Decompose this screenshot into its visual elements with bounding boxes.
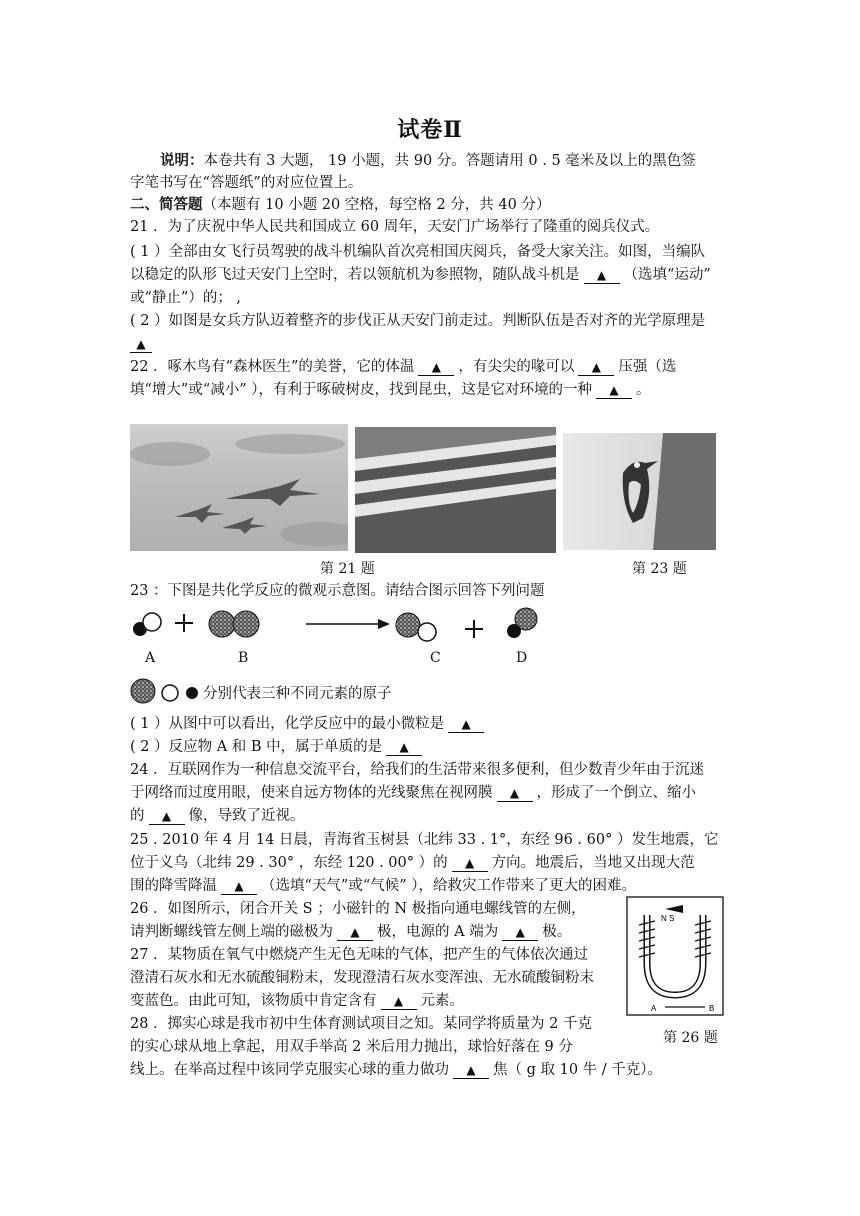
q25-line-1: 25 . 2010 年 4 月 14 日晨，青海省玉树县（北纬 33 . 1°，东经 96 . 60° ）发生地震，它 xyxy=(130,832,719,848)
caption-q26: 第 26 题 xyxy=(663,1030,718,1046)
q21-p1-line-d: 或“静止”）的； , xyxy=(130,290,242,306)
speckled-atom-icon xyxy=(131,679,155,703)
section-heading xyxy=(130,194,550,216)
q21-p1-option: （选填“运动” xyxy=(623,267,711,283)
q24-text-c: 的 xyxy=(130,808,145,824)
woodpecker-photo xyxy=(563,433,716,550)
q26-line-1: 26 ．如图所示，闭合开关 S ；小磁针的 N 极指向通电螺线管的左侧， xyxy=(130,901,586,917)
terminal-a-label: A xyxy=(651,1004,657,1013)
marching-soldiers-icon xyxy=(355,427,556,553)
q23-p2 xyxy=(130,736,426,758)
q21-p2-line: ( 2 ）如图是女兵方队迈着整齐的步伐正从天安门前走过。判断队伍是否对齐的光学原理是 xyxy=(130,313,706,329)
section-desc: （本题有 10 小题 20 空格，每空格 2 分，共 40 分） xyxy=(202,197,551,213)
molecule-c-icon xyxy=(396,613,436,641)
q21-stem: 21 ．为了庆祝中华人民共和国成立 60 周年，天安门广场举行了隆重的阅兵仪式。 xyxy=(130,219,660,235)
label-a: A xyxy=(145,650,156,666)
q22-line-2 xyxy=(130,379,651,401)
q25-text-c: 围的降雪降温 xyxy=(130,878,217,894)
terminal-b-label: B xyxy=(709,1004,715,1013)
answer-blank[interactable]: ▲ xyxy=(381,993,417,1010)
fighter-jets-photo xyxy=(130,424,348,551)
q21-p2-blank-line xyxy=(130,333,156,355)
section-label: 二、简答题 xyxy=(130,196,203,213)
compass-needle-icon xyxy=(665,905,683,913)
molecule-b-icon xyxy=(209,611,259,637)
answer-blank[interactable]: ▲ xyxy=(502,924,538,941)
q22-line-1 xyxy=(130,356,676,378)
q21-p1-line-b xyxy=(130,264,711,286)
q28-line-2: 的实心球从地上拿起，用双手举高 2 米后用力抛出，球恰好落在 9 分 xyxy=(130,1039,573,1055)
q26-line-2 xyxy=(130,921,571,943)
note-line-2: 字笔书写在“答题纸”的对应位置上。 xyxy=(130,175,363,191)
paper-title: 试卷Ⅱ xyxy=(397,117,463,143)
answer-blank[interactable]: ▲ xyxy=(130,336,152,353)
molecule-a-icon xyxy=(133,613,161,636)
note-label: 说明： xyxy=(160,152,204,169)
female-soldiers-photo xyxy=(355,427,556,553)
label-b: B xyxy=(238,650,249,666)
label-d: D xyxy=(516,650,528,666)
answer-blank[interactable]: ▲ xyxy=(337,924,373,941)
q22-text-e: 。 xyxy=(636,382,651,398)
q23-p2-text: ( 2 ）反应物 A 和 B 中，属于单质的是 xyxy=(130,739,383,755)
q23-stem: 23 ：下图是共化学反应的微观示意图。请结合图示回答下列问题 xyxy=(130,583,545,599)
q25-text-a: 位于义乌（北纬 29 . 30° ，东经 120 . 00° ）的 xyxy=(130,855,448,871)
molecule-d-icon xyxy=(507,608,537,638)
q28-line-3 xyxy=(130,1059,662,1081)
q24-line-2 xyxy=(130,782,696,804)
answer-blank[interactable]: ▲ xyxy=(221,878,257,895)
q27-text-a: 变蓝色。由此可知，该物质中肯定含有 xyxy=(130,993,377,1009)
woodpecker-icon xyxy=(563,433,716,550)
q27-text-b: 元素。 xyxy=(420,993,464,1009)
answer-blank[interactable]: ▲ xyxy=(584,267,620,284)
answer-blank[interactable]: ▲ xyxy=(149,808,185,825)
q28-line-1: 28 ．掷实心球是我市初中生体育测试项目之知。某同学将质量为 2 千克 xyxy=(130,1016,593,1032)
q25-line-2 xyxy=(130,852,695,874)
q27-line-1: 27 ．某物质在氧气中燃烧产生无色无味的气体，把产生的气体依次通过 xyxy=(130,947,589,963)
q27-line-2: 澄清石灰水和无水硫酸铜粉末，发现澄清石灰水变浑浊、无水硫酸铜粉末 xyxy=(130,970,594,986)
q26-text-b: 极，电源的 A 端为 xyxy=(377,924,499,940)
answer-blank[interactable]: ▲ xyxy=(453,1062,489,1079)
note-text-1: 本卷共有 3 大题， 19 小题，共 90 分。答题请用 0 . 5 毫米及以上的黑色签 xyxy=(203,153,696,169)
q26-text-c: 极。 xyxy=(542,924,572,940)
plus-icon xyxy=(175,614,193,632)
q23-p1-text: ( 1 ）从图中可以看出，化学反应中的最小微粒是 xyxy=(130,716,445,732)
q22-text-c: 压强（选 xyxy=(618,359,677,375)
q22-text-b: ，有尖尖的喙可以 xyxy=(458,359,575,375)
fighter-jets-icon xyxy=(130,424,348,551)
label-c: C xyxy=(430,650,441,666)
answer-blank[interactable]: ▲ xyxy=(497,785,533,802)
caption-q23: 第 23 题 xyxy=(632,561,687,577)
answer-blank[interactable]: ▲ xyxy=(418,359,454,376)
plus-icon xyxy=(465,620,483,638)
q28-text-b: 焦（ g 取 10 牛 / 千克）。 xyxy=(493,1062,663,1078)
black-atom-icon xyxy=(186,687,198,699)
q25-line-3 xyxy=(130,875,636,897)
q25-text-b: 方向。地震后，当地又出现大范 xyxy=(491,855,695,871)
caption-q21: 第 21 题 xyxy=(320,561,375,577)
q22-text-a: 22 ．啄木鸟有“森林医生”的美誉，它的体温 xyxy=(130,359,415,375)
atom-legend xyxy=(130,678,202,704)
solenoid-figure xyxy=(625,895,725,1023)
answer-blank[interactable]: ▲ xyxy=(452,855,488,872)
q24-line-3 xyxy=(130,805,305,827)
q28-text-a: 线上。在举高过程中该同学克服实心球的重力做功 xyxy=(130,1062,449,1078)
q21-p1-line-a: ( 1 ）全部由女飞行员驾驶的战斗机编队首次亮相国庆阅兵，备受大家关注。如图，当编队 xyxy=(130,244,706,260)
q22-text-d: 填“增大”或“减小” ），有利于啄破树皮，找到昆虫，这是它对环境的一种 xyxy=(130,382,593,398)
q24-text-d: 像，导致了近视。 xyxy=(188,808,305,824)
note-line-1 xyxy=(160,150,696,172)
q21-p1-text: 以稳定的队形飞过天安门上空时，若以领航机为参照物，随队战斗机是 xyxy=(130,267,580,283)
q27-line-3 xyxy=(130,990,464,1012)
q24-text-b: ，形成了一个倒立、缩小 xyxy=(536,785,696,801)
q23-p1 xyxy=(130,713,488,735)
white-atom-icon xyxy=(162,685,178,701)
q24-line-1: 24 ．互联网作为一种信息交流平台，给我们的生活带来很多便利，但少数青少年由于沉迷 xyxy=(130,762,705,778)
answer-blank[interactable]: ▲ xyxy=(578,359,614,376)
legend-text: 分别代表三种不同元素的原子 xyxy=(203,686,392,702)
answer-blank[interactable]: ▲ xyxy=(596,382,632,399)
arrow-icon xyxy=(306,619,390,629)
q26-text-a: 请判断螺线管左侧上端的磁极为 xyxy=(130,924,333,940)
answer-blank[interactable]: ▲ xyxy=(448,716,484,733)
needle-label: N S xyxy=(661,914,675,923)
answer-blank[interactable]: ▲ xyxy=(386,739,422,756)
q24-text-a: 于网络而过度用眼，使来自远方物体的光线聚焦在视网膜 xyxy=(130,785,493,801)
q25-text-d: （选填“天气”或“气候” ），给救灾工作带来了更大的困难。 xyxy=(261,878,637,894)
reaction-diagram xyxy=(128,603,548,645)
